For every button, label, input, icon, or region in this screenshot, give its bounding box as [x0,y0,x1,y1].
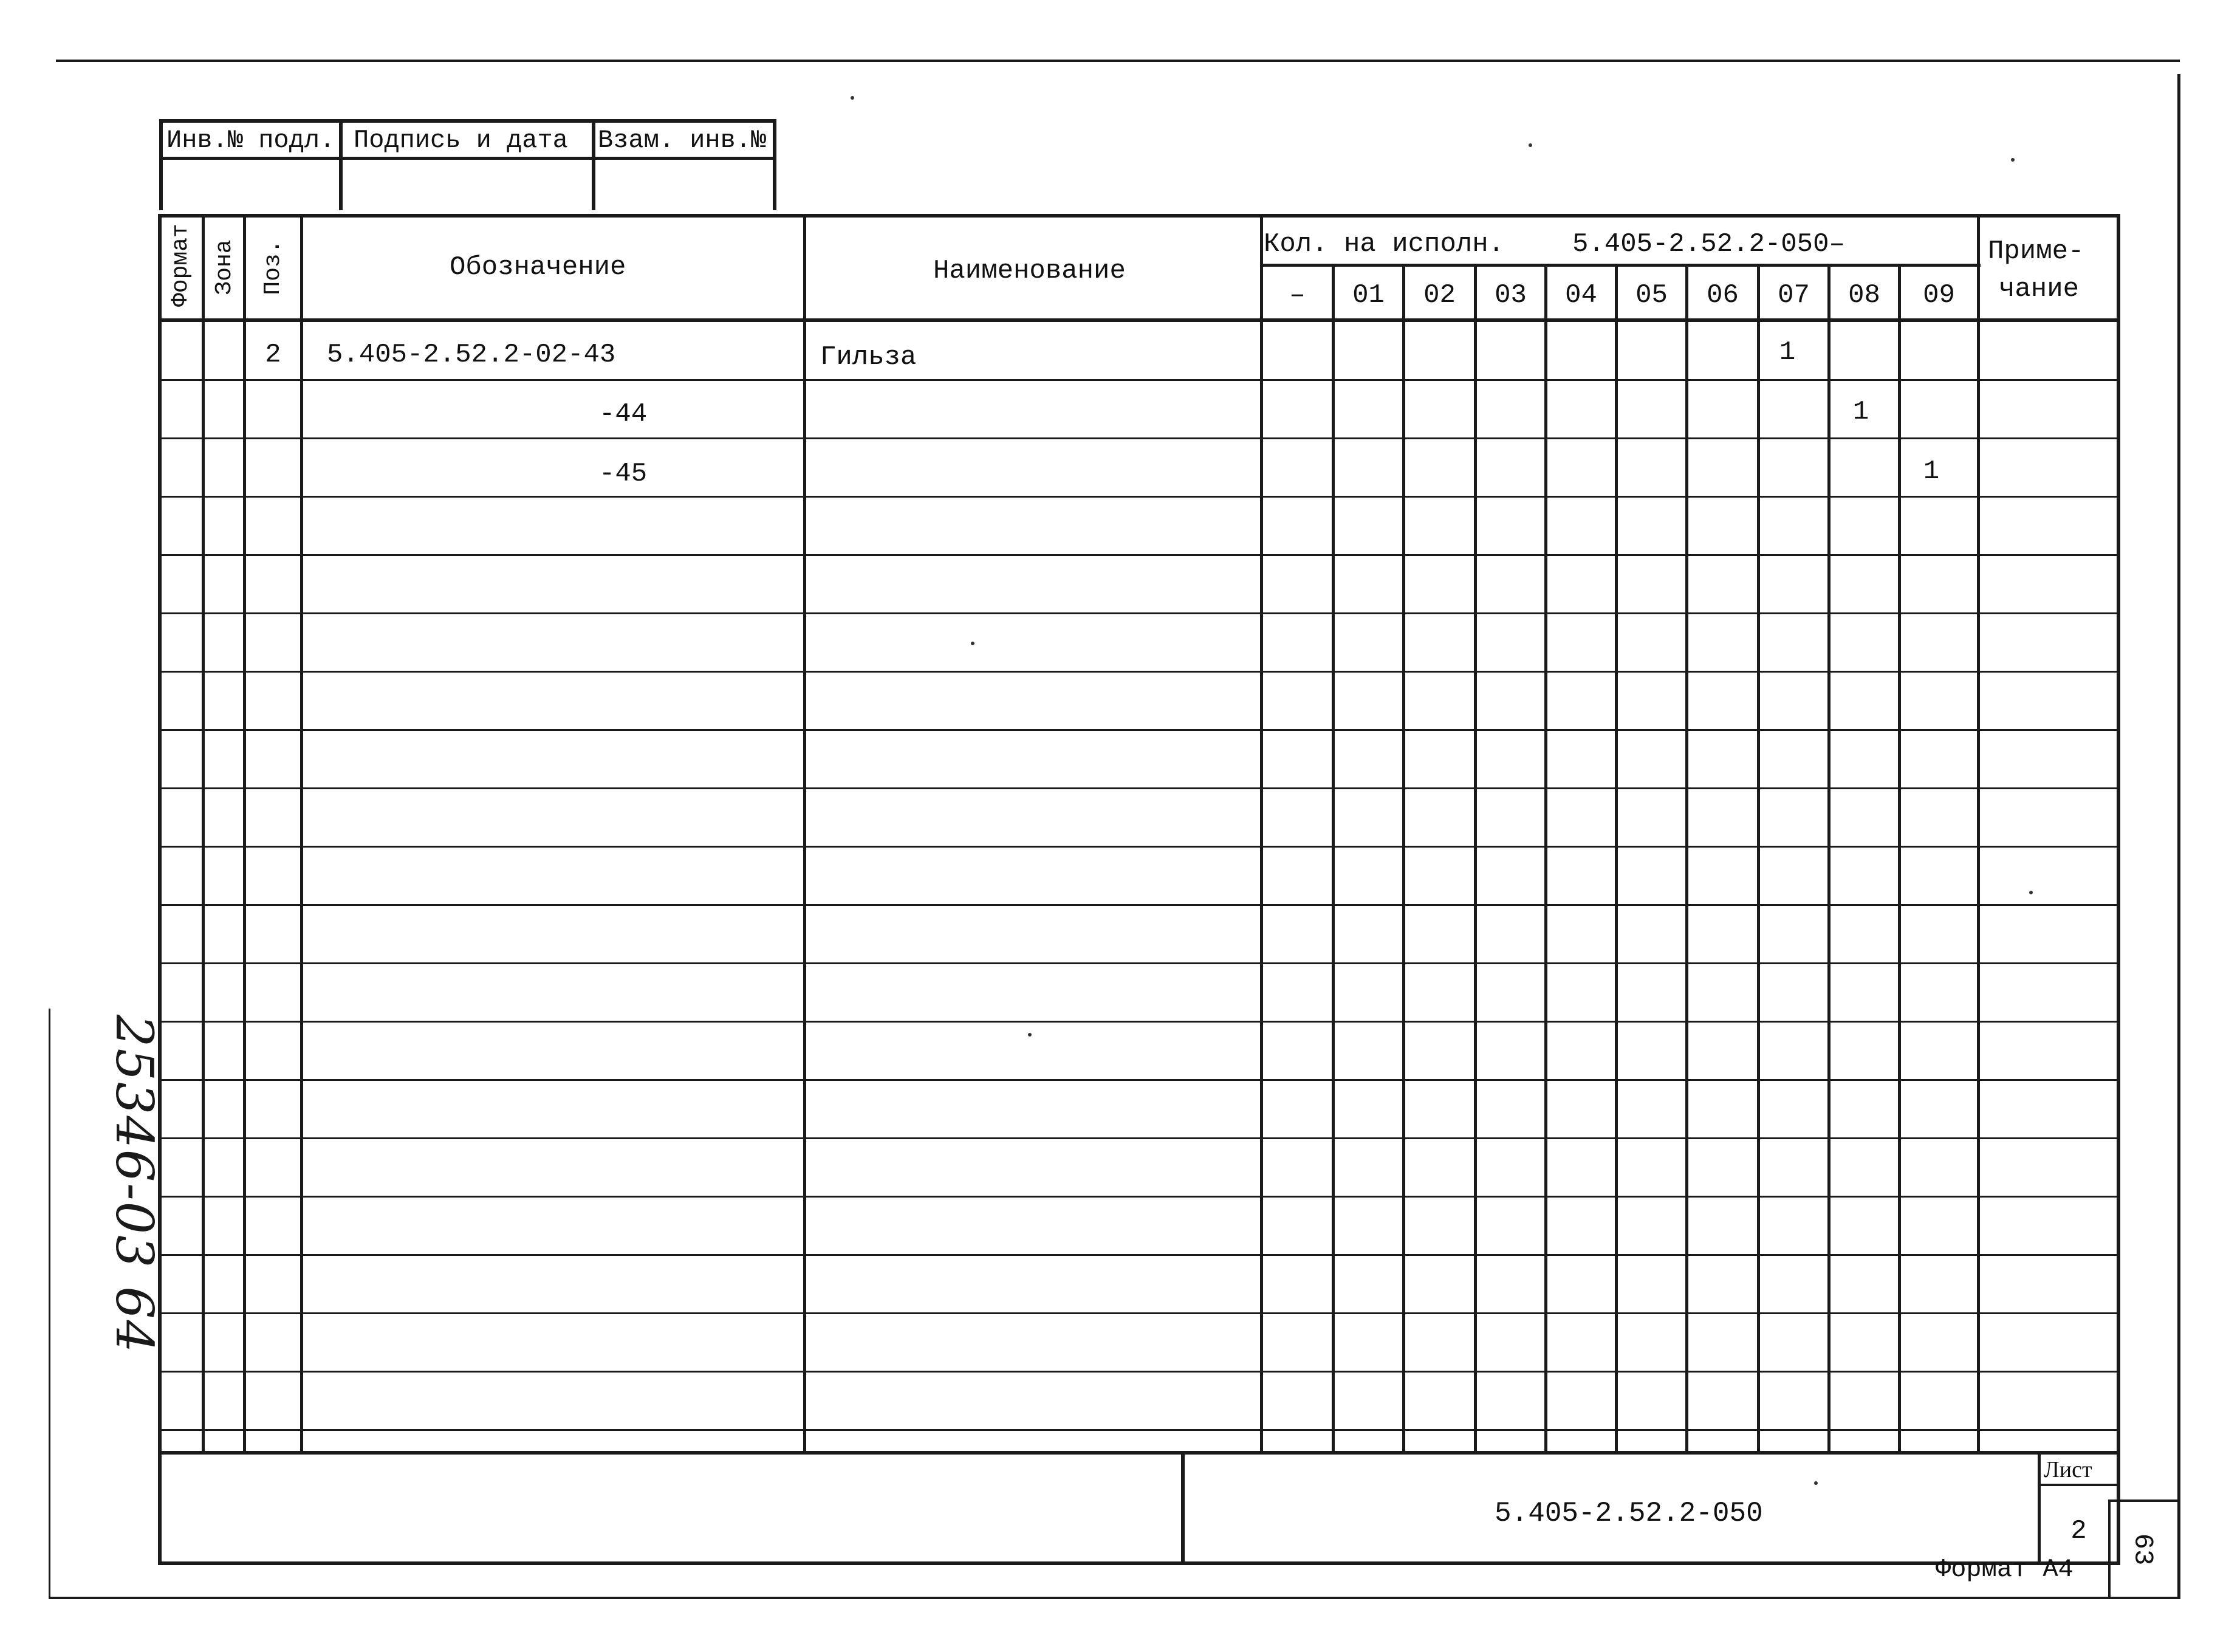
variant-header: 07 [1778,280,1810,310]
row-oboznachenie: 5.405-2.52.2-02-43 [327,340,616,370]
variant-header: 01 [1352,280,1385,310]
row-qty: 1 [1923,456,1940,487]
header-poz: Поз. [260,239,286,295]
variant-header: – [1289,280,1306,310]
header-format: Формат [168,224,194,307]
list-number: 2 [2070,1516,2087,1546]
header-kol-na-ispoln: Кол. на исполн. [1264,229,1505,259]
row-oboznachenie: -45 [599,459,648,489]
bottom-frame-line [49,1597,2179,1599]
scan-speck [1028,1033,1032,1037]
header-prime: Приме- [1988,236,2084,267]
spec-table [158,214,2120,1455]
scan-speck [2011,158,2015,162]
right-frame-line [2177,74,2180,1599]
page-number: 63 [2127,1533,2158,1566]
header-naimenovanie: Наименование [933,256,1126,286]
header-chanie: чание [1999,274,2080,304]
row-naimenovanie: Гильза [820,342,917,372]
podpis-data-label: Подпись и дата [354,126,568,155]
scan-speck [1814,1481,1818,1485]
variant-header: 04 [1565,280,1597,310]
header-ispoln-code: 5.405-2.52.2-050– [1572,229,1845,259]
row-qty: 1 [1779,337,1796,368]
list-label: Лист [2044,1457,2092,1482]
row-oboznachenie: -44 [599,399,648,430]
header-zona: Зона [211,239,238,295]
scan-speck [851,96,854,100]
title-block [158,1451,2120,1566]
variant-header: 03 [1495,280,1527,310]
variant-header: 08 [1848,280,1880,310]
scan-speck [2029,891,2033,894]
top-edge-line [56,60,2180,62]
variant-header: 02 [1423,280,1456,310]
row-qty: 1 [1852,397,1869,427]
variant-header: 06 [1707,280,1739,310]
variant-header: 09 [1923,280,1955,310]
scan-speck [971,642,974,645]
inv-podl-label: Инв.№ подл. [166,126,335,155]
handwritten-number: 25346-03 64 [104,1015,164,1354]
header-oboznachenie: Обозначение [450,252,626,283]
scan-speck [1529,143,1532,147]
page-number-box [2108,1499,2180,1599]
row-poz: 2 [265,340,281,370]
left-margin-line [49,1009,50,1598]
doc-code: 5.405-2.52.2-050 [1495,1498,1763,1529]
top-stamp [159,119,776,210]
vzam-inv-label: Взам. инв.№ [598,126,767,155]
variant-header: 05 [1635,280,1668,310]
format-label: Формат А4 [1936,1555,2074,1584]
